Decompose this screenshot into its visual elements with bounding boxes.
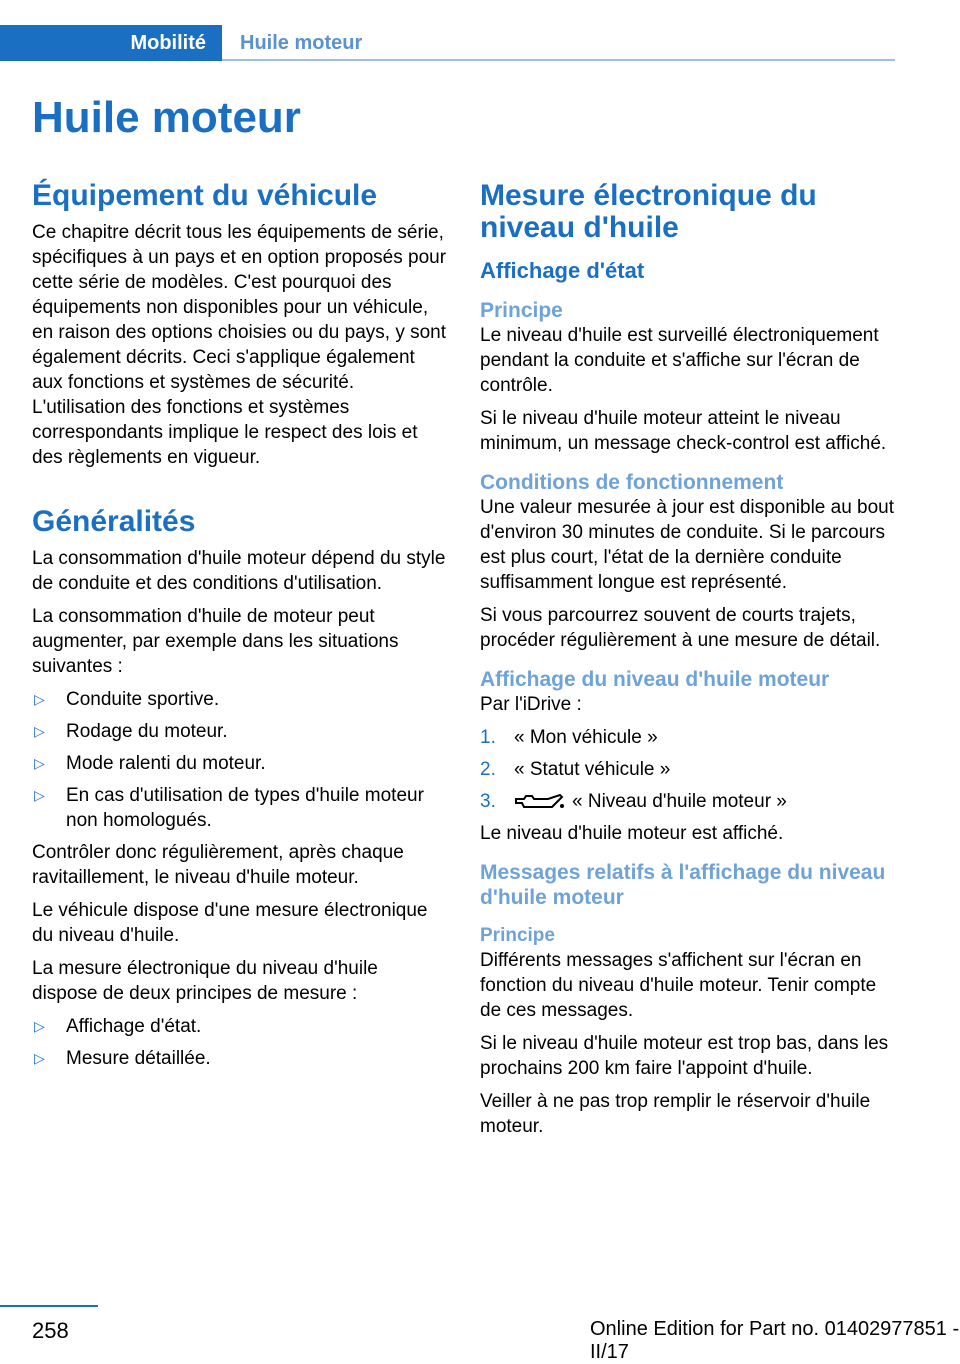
- section-title-generalites: Généralités: [32, 505, 196, 538]
- section-title-equipement: Équipement du véhicule: [32, 179, 378, 212]
- paragraph: Une valeur mesurée à jour est disponible au bout d'environ 30 minutes de conduite. Si le parcours est plus court, l'état de la dernière conduite suffisamment longue est représenté.: [480, 497, 895, 593]
- paragraph: Différents messages s'affichent sur l'écran en fonction du niveau d'huile moteur. Tenir compte de ces messages.: [480, 950, 877, 1021]
- paragraph: Si vous parcourrez souvent de courts trajets, procéder régulièrement à une mesure de détail.: [480, 605, 881, 651]
- section-tab-huile-moteur: Huile moteur: [240, 31, 363, 54]
- page-number: 258: [32, 1318, 69, 1343]
- list-item: ▷ En cas d'utilisation de types d'huile moteur non homologués.: [34, 785, 424, 831]
- section-title-mesure: Mesure électronique du niveau d'huile: [480, 179, 817, 244]
- bullet-list-principes: [32, 1014, 448, 1071]
- heading-principe-messages: Principe: [480, 925, 555, 946]
- right-column: [480, 180, 896, 1139]
- paragraph: Contrôler donc régulièrement, après chaque ravitaillement, le niveau d'huile moteur.: [32, 842, 404, 888]
- section-tab-mobilite: Mobilité: [0, 25, 222, 61]
- heading-affichage-niveau: Affichage du niveau d'huile moteur: [480, 668, 830, 691]
- list-item: ▷ Conduite sportive.: [34, 689, 220, 710]
- heading-conditions: Conditions de fonctionnement: [480, 471, 784, 494]
- triangle-right-icon: ▷: [34, 755, 45, 771]
- subsection-title-affichage-etat: Affichage d'état: [480, 258, 645, 283]
- paragraph: Si le niveau d'huile moteur est trop bas, dans les prochains 200 km faire l'appoint d'huile.: [480, 1033, 889, 1079]
- paragraph: Par l'iDrive :: [480, 694, 582, 715]
- list-item: ▷ Mode ralenti du moteur.: [34, 753, 266, 774]
- step-item: 2. « Statut véhicule »: [480, 759, 671, 780]
- paragraph-equipement: Ce chapitre décrit tous les équipements de série, spécifiques à un pays et en option proposés pour cette série de modèles. C'est pourquoi des équipements non disponibles pour un véhicule, en raison des options choisies ou du pays, y sont également décrits. Ceci s'applique également aux fonctions et systèmes de sécurité. L'utilisation des fonctions et systèmes correspondants implique le respect des lois et des règlements en vigueur.: [32, 222, 447, 468]
- header-divider: [222, 59, 895, 61]
- triangle-right-icon: ▷: [34, 1018, 45, 1034]
- list-item: ▷ Mesure détaillée.: [34, 1048, 211, 1069]
- list-item: ▷ Affichage d'état.: [34, 1016, 202, 1037]
- paragraph: Si le niveau d'huile moteur atteint le niveau minimum, un message check-control est affiché.: [480, 408, 887, 454]
- triangle-right-icon: ▷: [34, 1050, 45, 1066]
- bullet-list-situations: [32, 687, 448, 833]
- left-column: [32, 180, 448, 1078]
- list-item: ▷ Rodage du moteur.: [34, 721, 228, 742]
- steps-list: [480, 725, 896, 814]
- paragraph: Le véhicule dispose d'une mesure électronique du niveau d'huile.: [32, 900, 428, 946]
- page-header: [0, 25, 895, 61]
- paragraph: La consommation d'huile moteur dépend du style de conduite et des conditions d'utilisation.: [32, 548, 446, 594]
- oil-can-icon: [514, 792, 566, 812]
- step-item: 3. « Niveau d'huile moteur »: [480, 791, 787, 812]
- paragraph: La consommation d'huile de moteur peut augmenter, par exemple dans les situations suivantes :: [32, 606, 399, 677]
- edition-info: Online Edition for Part no. 01402977851 - II/17: [590, 1318, 960, 1363]
- triangle-right-icon: ▷: [34, 691, 45, 707]
- step-item: 1. « Mon véhicule »: [480, 727, 658, 748]
- paragraph: Veiller à ne pas trop remplir le réservoir d'huile moteur.: [480, 1091, 871, 1137]
- paragraph: Le niveau d'huile moteur est affiché.: [480, 823, 784, 844]
- footer-divider: [0, 1305, 98, 1307]
- triangle-right-icon: ▷: [34, 787, 45, 803]
- page-title: Huile moteur: [32, 93, 301, 142]
- heading-messages: Messages relatifs à l'affichage du niveau d'huile moteur: [480, 861, 886, 909]
- triangle-right-icon: ▷: [34, 723, 45, 739]
- paragraph: Le niveau d'huile est surveillé électroniquement pendant la conduite et s'affiche sur l'écran de contrôle.: [480, 325, 879, 396]
- paragraph: La mesure électronique du niveau d'huile dispose de deux principes de mesure :: [32, 958, 378, 1004]
- heading-principe: Principe: [480, 299, 563, 322]
